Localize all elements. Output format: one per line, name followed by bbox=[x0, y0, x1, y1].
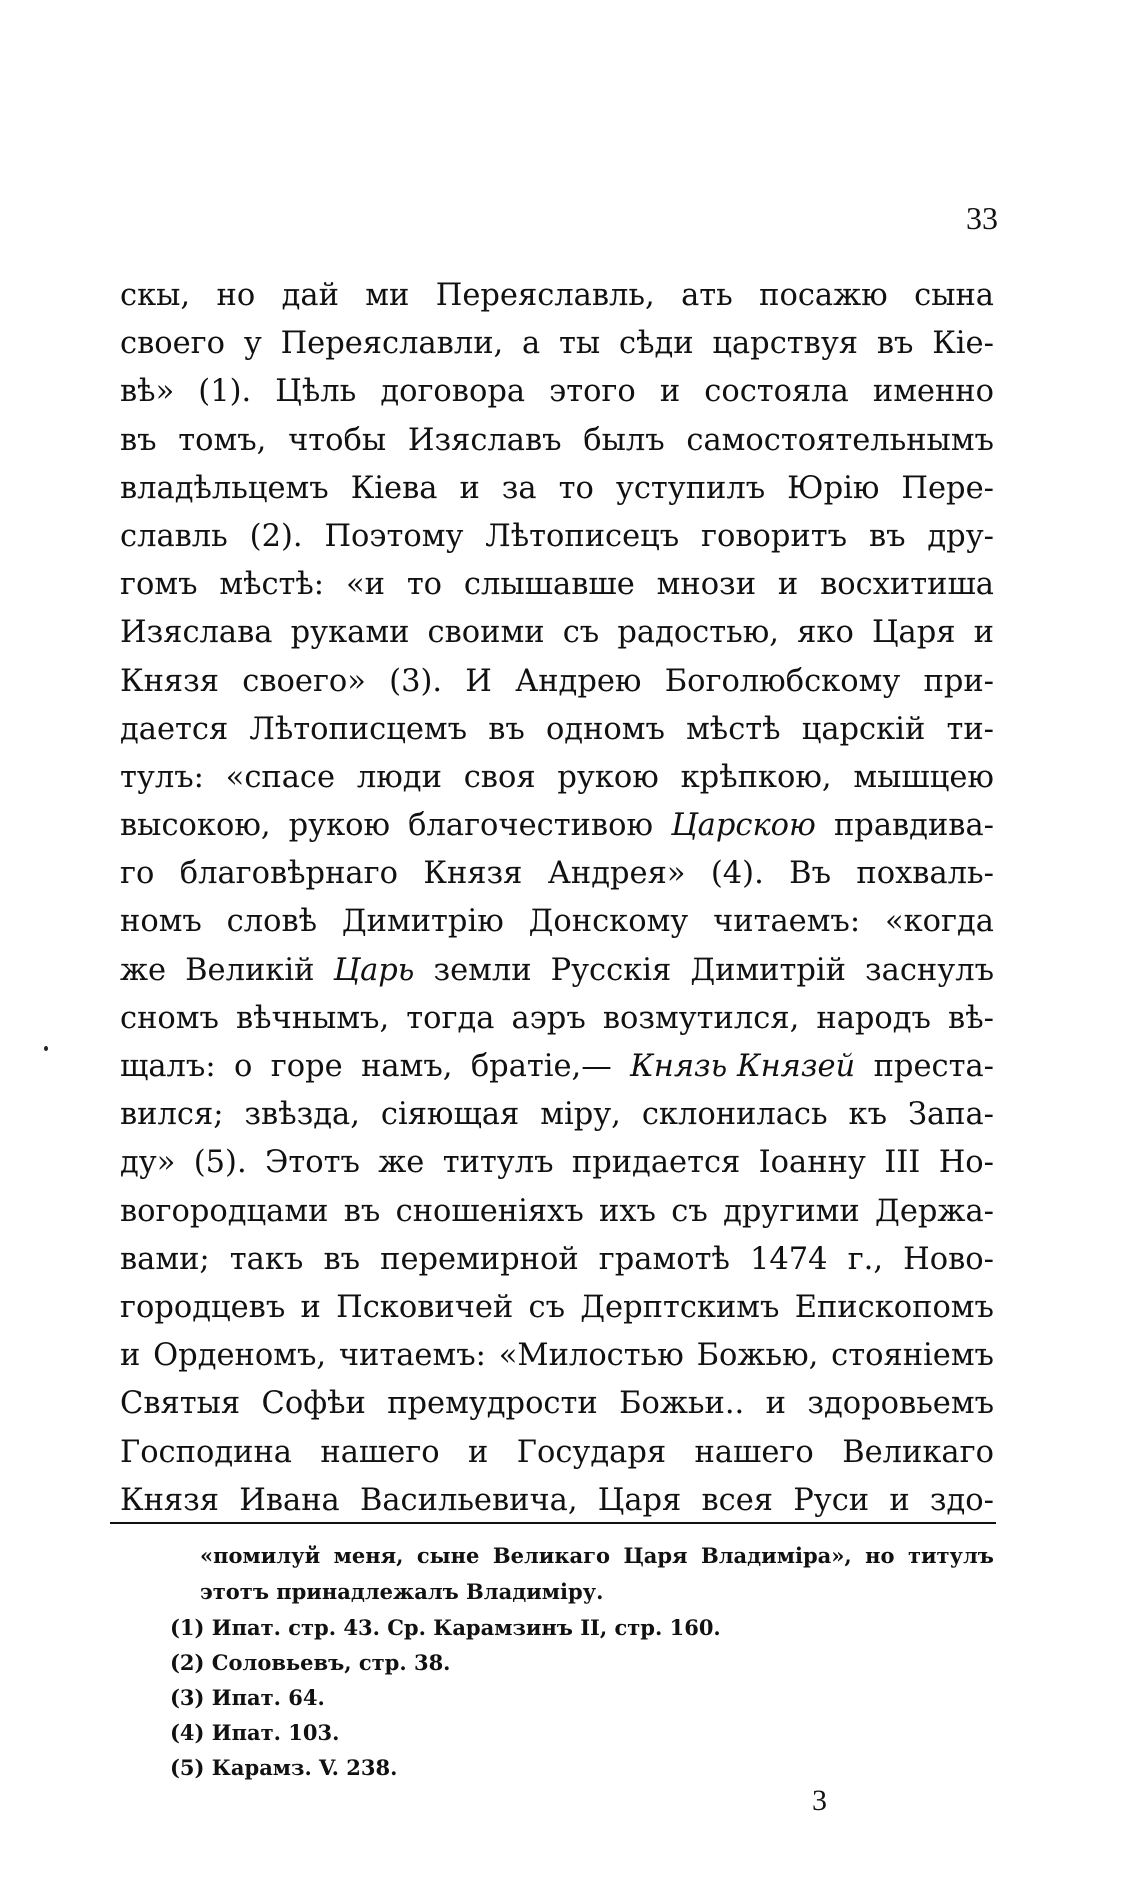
word: здо- bbox=[929, 1482, 994, 1518]
word: здоровьемъ bbox=[807, 1386, 994, 1422]
word: титулъ bbox=[907, 1543, 994, 1568]
word: Владиміра», bbox=[700, 1543, 852, 1568]
word: Лѣтописцемъ bbox=[249, 711, 468, 747]
word: дру- bbox=[927, 518, 994, 554]
word: словѣ bbox=[226, 904, 318, 940]
word: (3). bbox=[389, 663, 443, 699]
word: Изяславъ bbox=[407, 422, 562, 458]
word: стояніемъ bbox=[831, 1338, 994, 1374]
word: Дерптскимъ bbox=[580, 1289, 780, 1325]
text-line bbox=[120, 320, 994, 368]
word: и bbox=[777, 567, 799, 603]
word: гомъ bbox=[120, 567, 198, 603]
word: г., bbox=[847, 1241, 884, 1277]
word: былъ bbox=[583, 422, 665, 458]
word: меня, bbox=[333, 1543, 404, 1568]
word: Кіе- bbox=[932, 326, 994, 362]
text-line bbox=[120, 1236, 994, 1284]
text-line bbox=[120, 947, 994, 995]
word: Великій bbox=[185, 952, 315, 988]
word: сына bbox=[914, 278, 994, 313]
word: нашего bbox=[320, 1434, 440, 1470]
word: Васильевича, bbox=[359, 1482, 578, 1518]
word: вами; bbox=[120, 1241, 210, 1277]
text-line bbox=[120, 272, 994, 320]
word: вѣ» bbox=[120, 374, 175, 410]
word: ду» bbox=[120, 1145, 176, 1181]
text-line bbox=[120, 1429, 994, 1477]
word: рукою bbox=[288, 808, 391, 844]
word: Въ bbox=[789, 856, 831, 892]
word: «и bbox=[345, 567, 385, 603]
word: радостью, bbox=[617, 615, 779, 651]
text-line bbox=[120, 995, 994, 1043]
word: земли bbox=[433, 952, 532, 988]
word: Іоанну bbox=[758, 1145, 866, 1181]
word: премудрости bbox=[387, 1386, 598, 1422]
ink-speck bbox=[44, 1046, 48, 1051]
word: въ bbox=[323, 1241, 361, 1277]
word: крѣпкою, bbox=[680, 759, 832, 795]
word: скы, bbox=[120, 278, 191, 313]
footnote-4: (4) Ипат. 103. bbox=[170, 1720, 340, 1745]
signature-mark: 3 bbox=[812, 1784, 827, 1817]
word: своя bbox=[463, 759, 536, 795]
word: сѣди bbox=[618, 326, 694, 362]
word: и bbox=[459, 470, 480, 506]
word: самостоятельнымъ bbox=[686, 422, 994, 458]
footnote-separator bbox=[110, 1522, 996, 1524]
word: ти- bbox=[946, 711, 994, 747]
word: руками bbox=[290, 615, 410, 651]
word: ихъ bbox=[599, 1193, 656, 1229]
text-line bbox=[120, 850, 994, 898]
word: чтобы bbox=[288, 422, 387, 458]
word: за bbox=[501, 470, 537, 506]
word: царскій bbox=[801, 711, 926, 747]
word: намъ, bbox=[361, 1049, 453, 1084]
word: своего» bbox=[242, 663, 366, 699]
word: Поэтому bbox=[324, 518, 464, 554]
word: и bbox=[468, 1434, 489, 1470]
word: сіяющая bbox=[380, 1097, 520, 1133]
word: Князя bbox=[120, 1482, 220, 1518]
word: Запа- bbox=[907, 1097, 994, 1133]
footnote-2: (2) Соловьевъ, стр. 38. bbox=[170, 1650, 451, 1675]
text-line bbox=[120, 898, 994, 946]
word: Господина bbox=[120, 1434, 292, 1470]
word: Руси bbox=[793, 1482, 870, 1518]
text-line bbox=[120, 417, 994, 465]
word: «спасе bbox=[225, 759, 336, 795]
word: говоритъ bbox=[701, 518, 848, 554]
word: восхитиша bbox=[820, 567, 994, 603]
word: Ивана bbox=[239, 1482, 340, 1518]
word: же bbox=[120, 952, 167, 988]
word: Ново- bbox=[903, 1241, 994, 1277]
word: такъ bbox=[229, 1241, 304, 1277]
text-line bbox=[120, 561, 994, 609]
word: этого bbox=[549, 374, 636, 410]
footnote-continuation-line: этотъ принадлежалъ Владиміру. bbox=[200, 1579, 604, 1604]
word: (1). bbox=[198, 374, 252, 410]
word: Государя bbox=[516, 1434, 667, 1470]
word: Изяслава bbox=[120, 615, 273, 651]
word: благовѣрнаго bbox=[179, 856, 398, 892]
word: дай bbox=[281, 278, 339, 313]
word: Царь bbox=[333, 952, 415, 988]
word: Князя bbox=[120, 663, 220, 699]
word: аэръ bbox=[511, 1000, 586, 1036]
word: Князь Князей bbox=[630, 1049, 856, 1084]
word: Переяславль, bbox=[435, 278, 655, 313]
word: И bbox=[465, 663, 492, 699]
word: и bbox=[889, 1482, 910, 1518]
text-line bbox=[120, 1188, 994, 1236]
word: владѣльцемъ bbox=[120, 470, 329, 506]
word: «помилуй bbox=[200, 1543, 321, 1568]
word: Держа- bbox=[875, 1193, 994, 1229]
word: вѣчнымъ, bbox=[236, 1000, 390, 1036]
word: благочестивою bbox=[408, 808, 654, 844]
footnote-1: (1) Ипат. стр. 43. Ср. Карамзинъ II, стр. 160. bbox=[170, 1615, 721, 1640]
word: (2). bbox=[249, 518, 303, 554]
word: Божью, bbox=[696, 1338, 819, 1374]
word: «когда bbox=[884, 904, 994, 940]
word: Русскія bbox=[550, 952, 672, 988]
word: но bbox=[865, 1543, 895, 1568]
word: высокою, bbox=[120, 808, 271, 844]
word: Пере- bbox=[901, 470, 994, 506]
text-line bbox=[120, 658, 994, 706]
word: же bbox=[378, 1145, 425, 1181]
word: вился; bbox=[120, 1097, 224, 1133]
word: то bbox=[406, 567, 443, 603]
word: сношеніяхъ bbox=[395, 1193, 584, 1229]
word: состояла bbox=[704, 374, 849, 410]
text-line bbox=[120, 802, 994, 850]
word: съ bbox=[562, 615, 600, 651]
word: заснулъ bbox=[865, 952, 994, 988]
word: своего bbox=[120, 326, 226, 362]
word: ми bbox=[365, 278, 410, 313]
word: но bbox=[216, 278, 256, 313]
word: Андрея» bbox=[547, 856, 686, 892]
page-number: 33 bbox=[966, 200, 998, 236]
word: Андрею bbox=[515, 663, 642, 699]
word: всея bbox=[701, 1482, 774, 1518]
word: рукою bbox=[557, 759, 659, 795]
word: звѣзда, bbox=[244, 1097, 360, 1133]
word: договора bbox=[380, 374, 526, 410]
word: Димитрій bbox=[690, 952, 846, 988]
text-line bbox=[120, 1043, 994, 1091]
word: Переяславли, bbox=[280, 326, 504, 362]
word: склонилась bbox=[641, 1097, 828, 1133]
word: читаемъ: bbox=[338, 1338, 486, 1374]
word: читаемъ: bbox=[713, 904, 861, 940]
word: III bbox=[884, 1145, 921, 1181]
word: Царя bbox=[623, 1543, 688, 1568]
text-line bbox=[120, 1139, 994, 1187]
word: (5). bbox=[193, 1145, 247, 1181]
word: правдива- bbox=[833, 808, 994, 844]
word: возмутился, bbox=[602, 1000, 800, 1036]
word: го bbox=[120, 856, 155, 892]
word: уступилъ bbox=[615, 470, 766, 506]
word: вогородцами bbox=[120, 1193, 329, 1229]
word: титулъ bbox=[442, 1145, 554, 1181]
word: мѣстѣ: bbox=[219, 567, 325, 603]
word: въ bbox=[876, 326, 914, 362]
word: придается bbox=[571, 1145, 741, 1181]
word: вѣ- bbox=[948, 1000, 994, 1036]
word: народъ bbox=[816, 1000, 931, 1036]
word: и bbox=[973, 615, 994, 651]
word: щалъ: bbox=[120, 1049, 216, 1084]
word: другими bbox=[723, 1193, 860, 1229]
word: Псковичей bbox=[336, 1289, 514, 1325]
word: дается bbox=[120, 711, 229, 747]
word: Цѣль bbox=[275, 374, 357, 410]
word: Царя bbox=[871, 615, 956, 651]
word: томъ, bbox=[178, 422, 267, 458]
word: преста- bbox=[873, 1049, 994, 1084]
word: царствуя bbox=[712, 326, 859, 362]
word: братіе,— bbox=[470, 1049, 612, 1084]
word: тогда bbox=[406, 1000, 495, 1036]
text-line bbox=[120, 513, 994, 561]
word: при- bbox=[923, 663, 994, 699]
footnotes bbox=[170, 1538, 994, 1785]
body-text bbox=[120, 272, 994, 1525]
word: Царскою bbox=[671, 808, 816, 844]
word: съ bbox=[671, 1193, 708, 1229]
word: и bbox=[120, 1338, 141, 1374]
word: и bbox=[659, 374, 681, 410]
word: въ bbox=[120, 422, 157, 458]
word: слышавше bbox=[463, 567, 635, 603]
word: Димитрію bbox=[341, 904, 504, 940]
word: Епископомъ bbox=[794, 1289, 994, 1325]
footnote-5: (5) Карамз. V. 238. bbox=[170, 1755, 398, 1780]
word: а bbox=[522, 326, 541, 362]
footnote-continuation bbox=[170, 1538, 994, 1574]
text-line bbox=[120, 1477, 994, 1525]
word: въ bbox=[343, 1193, 381, 1229]
word: яко bbox=[797, 615, 854, 651]
word: одномъ bbox=[545, 711, 665, 747]
word: о bbox=[234, 1049, 253, 1084]
word: къ bbox=[848, 1097, 888, 1133]
word: грамотѣ bbox=[598, 1241, 730, 1277]
word: Софѣи bbox=[261, 1386, 366, 1422]
word: у bbox=[243, 326, 262, 362]
word: Великаго bbox=[492, 1543, 610, 1568]
word: то bbox=[558, 470, 594, 506]
word: люди bbox=[356, 759, 442, 795]
word: Орденомъ, bbox=[153, 1338, 327, 1374]
word: сномъ bbox=[120, 1000, 219, 1036]
text-line bbox=[120, 1091, 994, 1139]
word: тулъ: bbox=[120, 759, 204, 795]
word: Юрію bbox=[787, 470, 880, 506]
word: Великаго bbox=[842, 1434, 994, 1470]
word: городцевъ bbox=[120, 1289, 286, 1325]
text-line bbox=[120, 368, 994, 416]
word: Но- bbox=[938, 1145, 994, 1181]
text-line bbox=[120, 1332, 994, 1380]
text-line bbox=[120, 754, 994, 802]
footnote-3: (3) Ипат. 64. bbox=[170, 1685, 325, 1710]
word: Царя bbox=[597, 1482, 682, 1518]
word: міру, bbox=[540, 1097, 621, 1133]
word: Кіева bbox=[350, 470, 438, 506]
word: номъ bbox=[120, 904, 202, 940]
word: Лѣтописецъ bbox=[485, 518, 680, 554]
word: ты bbox=[559, 326, 601, 362]
word: Святыя bbox=[120, 1386, 241, 1422]
word: мѣстѣ bbox=[686, 711, 781, 747]
text-line bbox=[120, 609, 994, 657]
text-line bbox=[120, 1284, 994, 1332]
word: ать bbox=[681, 278, 733, 313]
word: и bbox=[300, 1289, 321, 1325]
word: и bbox=[765, 1386, 786, 1422]
word: Князя bbox=[423, 856, 523, 892]
word: Этотъ bbox=[265, 1145, 360, 1181]
word: мнози bbox=[656, 567, 757, 603]
word: горе bbox=[270, 1049, 343, 1084]
word: похваль- bbox=[856, 856, 994, 892]
word: посажю bbox=[759, 278, 888, 313]
text-line bbox=[120, 465, 994, 513]
word: въ bbox=[488, 711, 525, 747]
word: мышцею bbox=[853, 759, 994, 795]
word: 1474 bbox=[749, 1241, 828, 1277]
word: нашего bbox=[694, 1434, 814, 1470]
word: «Милостью bbox=[498, 1338, 684, 1374]
word: славль bbox=[120, 518, 228, 554]
word: Божьи.. bbox=[619, 1386, 745, 1422]
word: Боголюбскому bbox=[664, 663, 901, 699]
text-line bbox=[120, 706, 994, 754]
word: (4). bbox=[710, 856, 764, 892]
word: именно bbox=[872, 374, 994, 410]
word: въ bbox=[868, 518, 906, 554]
word: съ bbox=[528, 1289, 565, 1325]
text-line bbox=[120, 1380, 994, 1428]
word: сыне bbox=[416, 1543, 480, 1568]
word: Донскому bbox=[528, 904, 689, 940]
word: своими bbox=[427, 615, 545, 651]
word: перемирной bbox=[380, 1241, 579, 1277]
